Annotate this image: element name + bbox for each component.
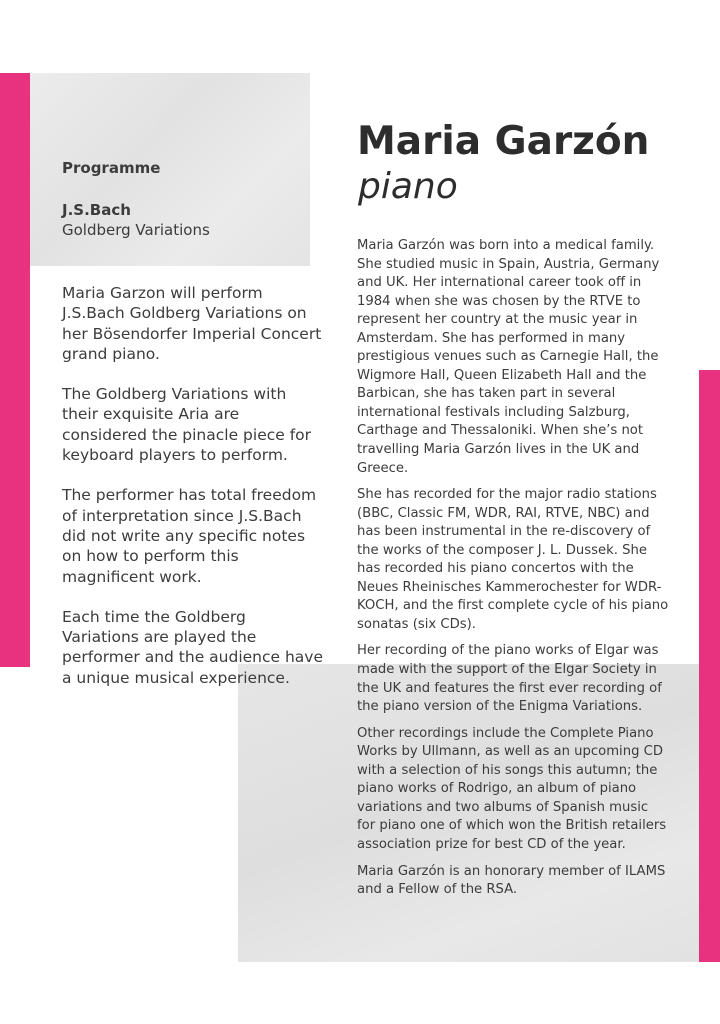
artist-biography	[357, 237, 669, 908]
programme-note-paragraph: The performer has total freedom of interpretation since J.S.Bach did not write any specific notes on how to perform this magnificent work.	[62, 486, 317, 586]
programme-note-paragraph: The Goldberg Variations with their exquisite Aria are considered the pinacle piece for keyboard players to perform.	[62, 385, 312, 465]
programme-composer: J.S.Bach	[62, 201, 131, 219]
artist-name: Maria Garzón	[357, 119, 650, 164]
programme-heading: Programme	[62, 159, 161, 177]
accent-bar-right	[699, 370, 720, 962]
programme-note-paragraph: Maria Garzon will perform J.S.Bach Goldberg Variations on her Bösendorfer Imperial Concert grand piano.	[62, 284, 322, 363]
biography-paragraph: Her recording of the piano works of Elgar was made with the support of the Elgar Society in the UK and features the first ever recording of the piano version of the Enigma Variations.	[357, 643, 662, 715]
programme-work: Goldberg Variations	[62, 221, 210, 239]
accent-bar-left	[0, 73, 30, 667]
programme-notes	[62, 283, 324, 708]
biography-paragraph: Maria Garzón is an honorary member of ILAMS and a Fellow of the RSA.	[357, 863, 666, 898]
biography-paragraph: She has recorded for the major radio stations (BBC, Classic FM, WDR, RAI, RTVE, NBC) and has been instrumental in the re-discovery of the works of the composer J. L. Dussek. She has recorded his piano concertos with the Neues Rheinisches Kammerochester for WDR-KOCH, and the first complete cycle of his piano sonatas (six CDs).	[357, 487, 669, 632]
programme-block	[62, 158, 302, 240]
programme-note-paragraph: Each time the Goldberg Variations are played the performer and the audience have a unique musical experience.	[62, 607, 324, 687]
biography-paragraph: Other recordings include the Complete Piano Works by Ullmann, as well as an upcoming CD with a selection of his songs this autumn; the piano works of Rodrigo, an album of piano variations and two albums of Spanish music for piano one of which won the British retailers association prize for best CD of the year.	[357, 725, 667, 852]
biography-paragraph: Maria Garzón was born into a medical family. She studied music in Spain, Austria, Germany and UK. Her international career took off in 1984 when she was chosen by the RTVE to represent her country at the music year in Amsterdam. She has performed in many prestigious venues such as Carnegie Hall, the Wigmore Hall, Queen Elizabeth Hall and the Barbican, she has taken part in several international festivals including Salzburg, Carthage and Thessaloniki. When she’s not travelling Maria Garzón lives in the UK and Greece.	[357, 238, 660, 476]
artist-instrument: piano	[358, 166, 458, 207]
